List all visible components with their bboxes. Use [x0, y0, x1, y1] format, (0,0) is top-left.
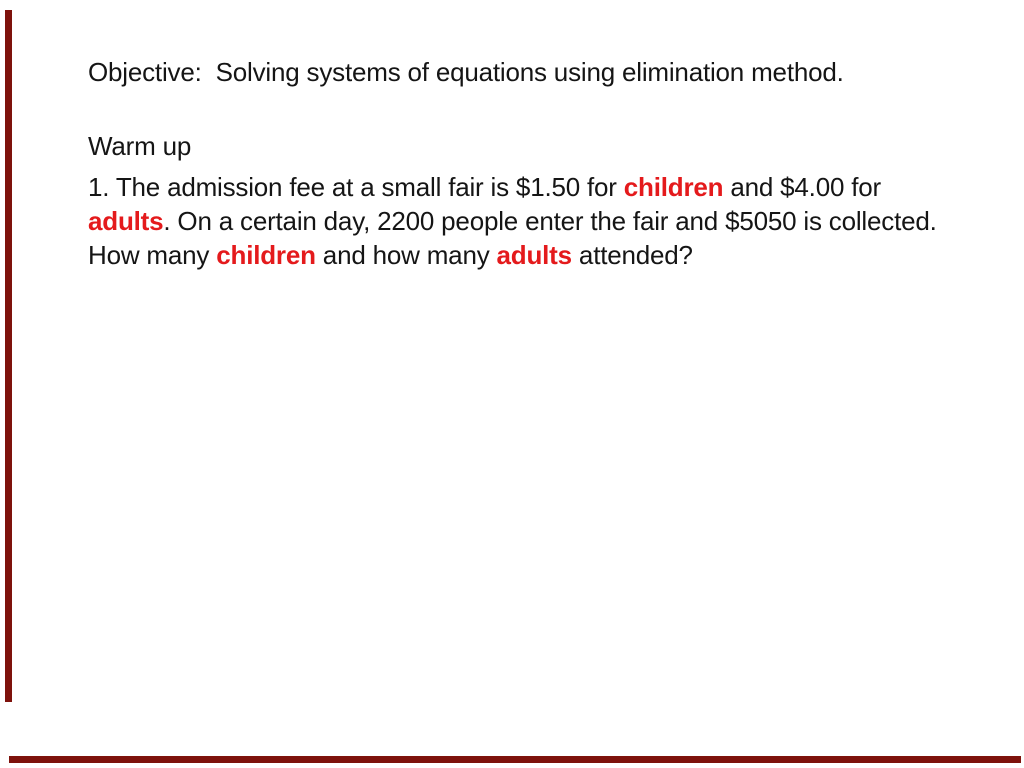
problem-text	[88, 170, 937, 272]
slide-title: Objective: Solving systems of equations using elimination method.	[88, 57, 844, 87]
emphasis-word-children-2: children	[216, 240, 316, 270]
warmup-heading: Warm up	[88, 131, 192, 161]
problem-line-3	[88, 238, 937, 272]
emphasis-word-adults-2: adults	[496, 240, 572, 270]
problem-line1-post: and $4.00 for	[723, 172, 881, 202]
problem-line3-mid: and how many	[315, 240, 497, 270]
problem-line3-pre: How many	[88, 240, 217, 270]
emphasis-word-children-1: children	[623, 172, 724, 202]
slide-frame-left-bar	[5, 10, 12, 702]
problem-line-2	[88, 204, 937, 238]
problem-line-1	[88, 170, 937, 204]
problem-line2-post: . On a certain day, 2200 people enter the fair and $5050 is collected.	[163, 206, 937, 236]
emphasis-word-adults-1: adults	[88, 206, 164, 236]
problem-line1-pre: 1. The admission fee at a small fair is $1.50 for	[88, 172, 624, 202]
problem-line3-post: attended?	[571, 240, 693, 270]
slide-frame-bottom-bar	[9, 756, 1021, 763]
